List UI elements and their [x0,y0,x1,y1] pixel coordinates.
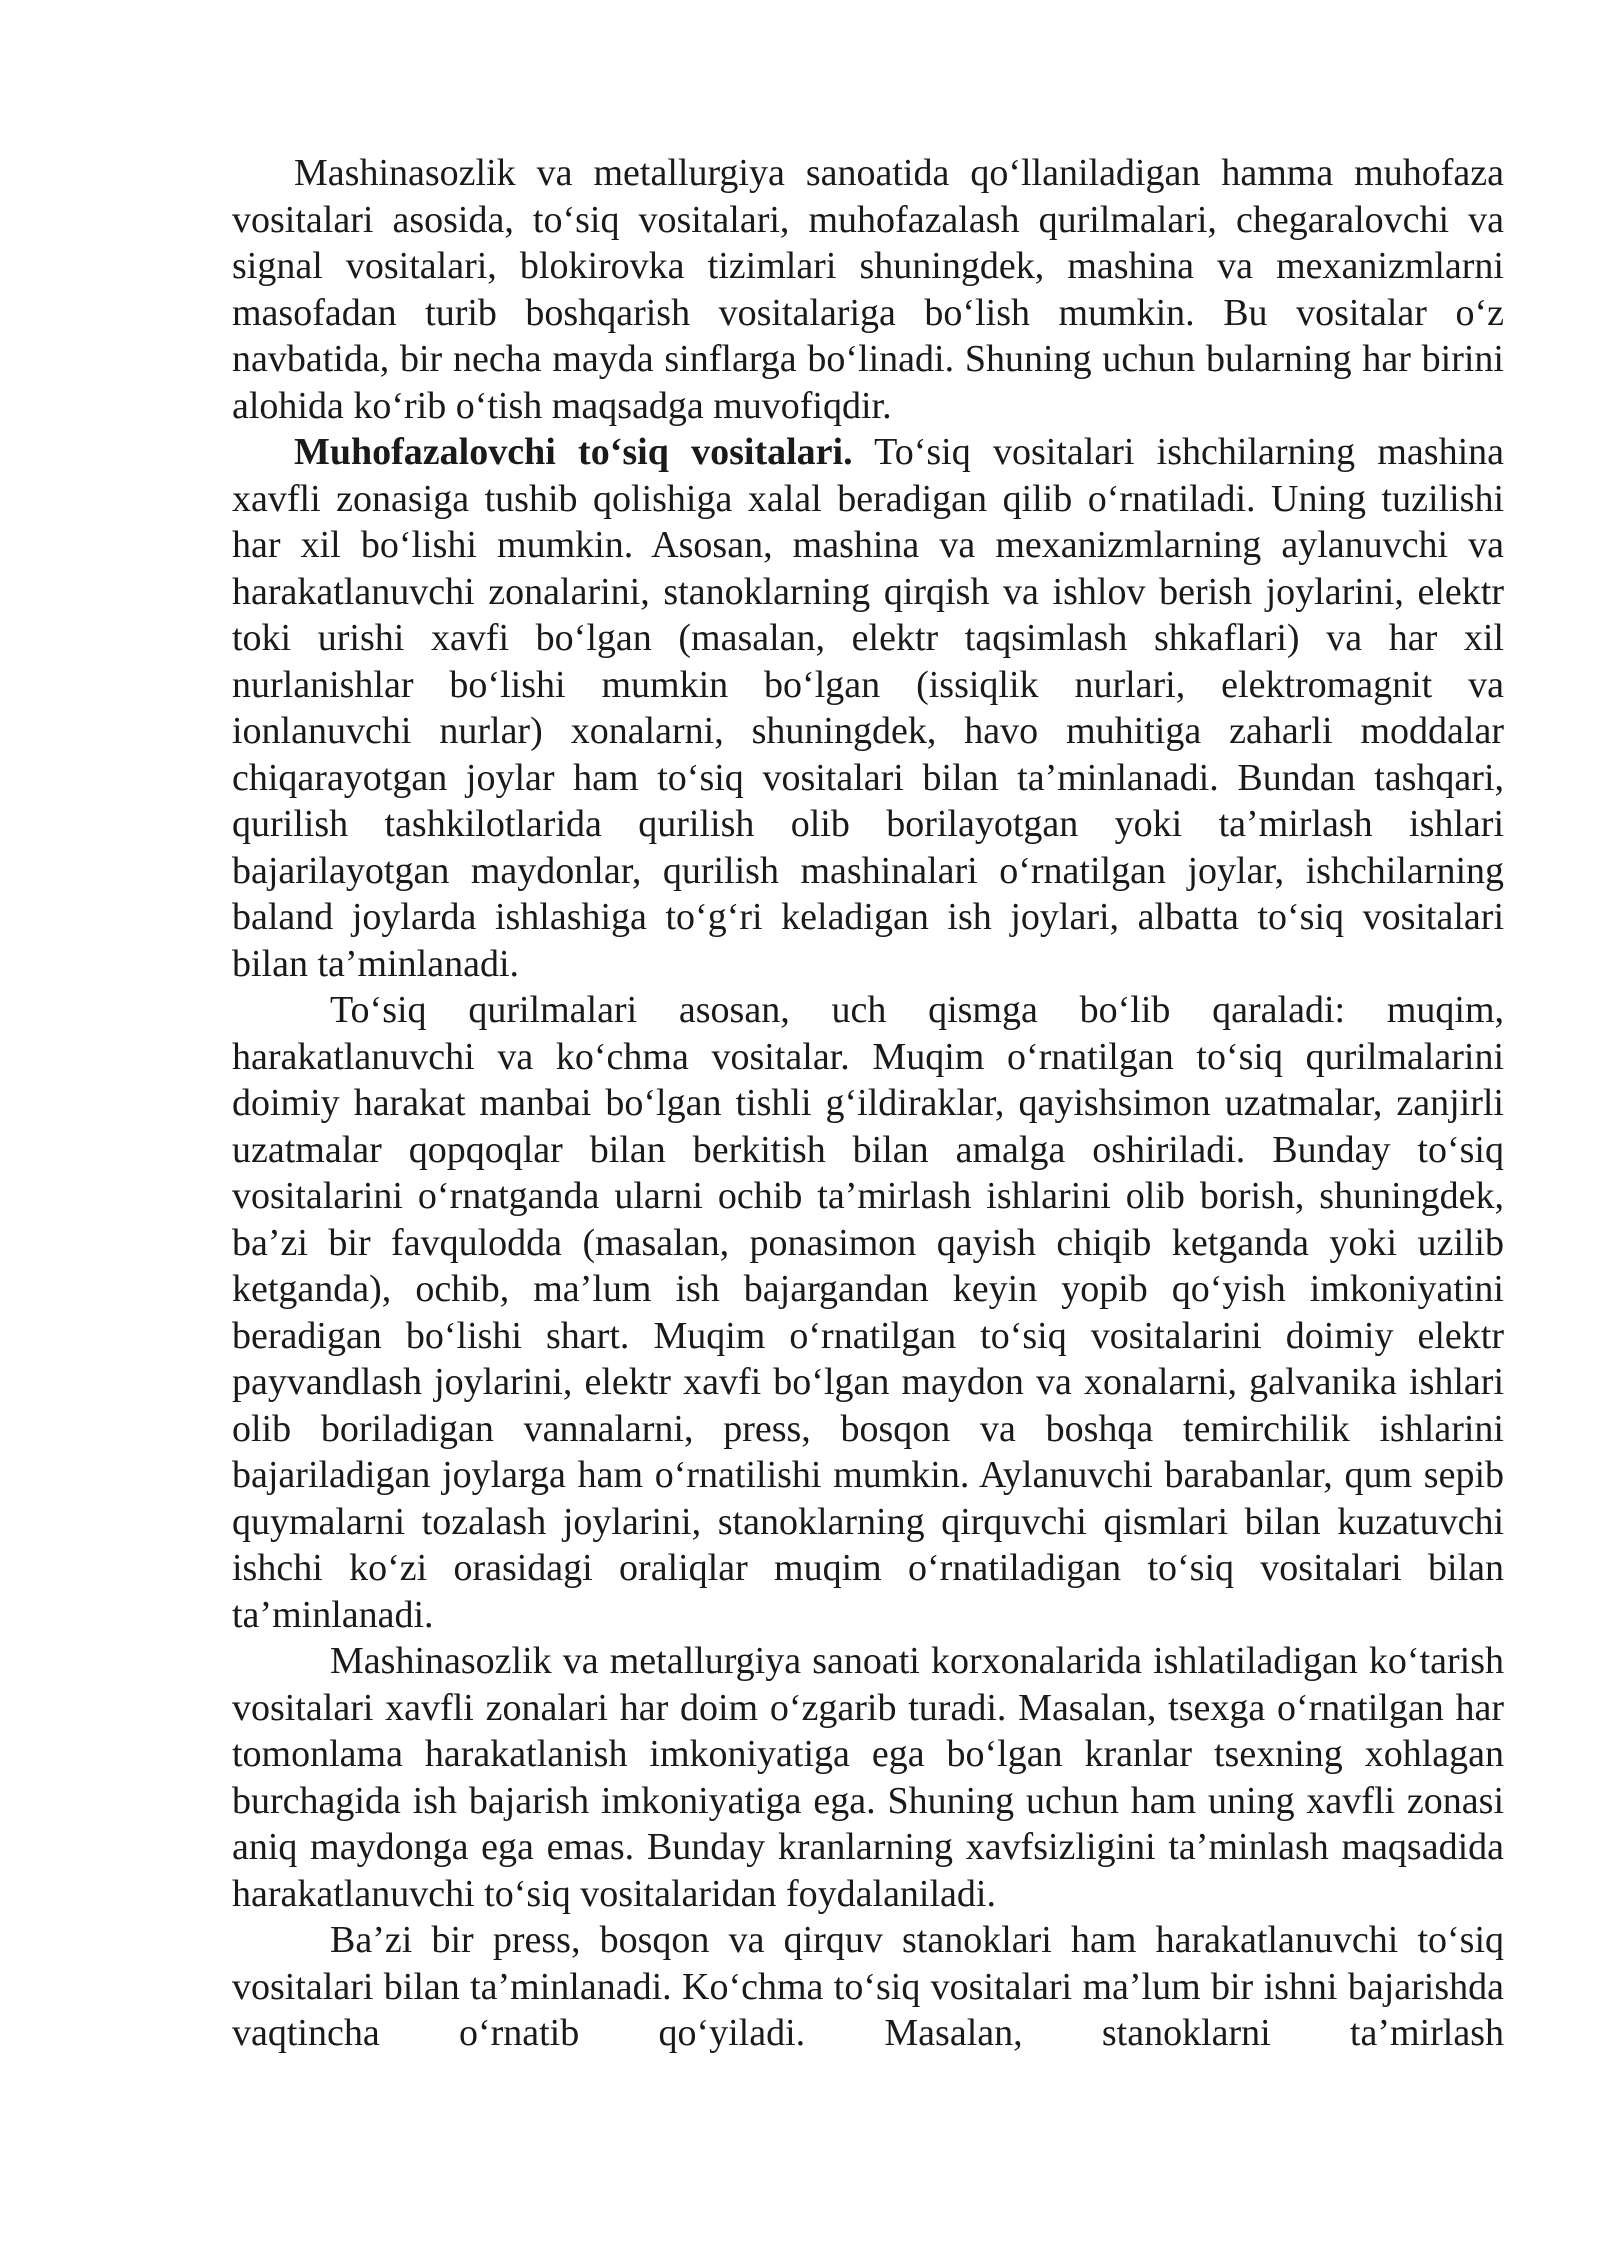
paragraph-1 [232,150,1504,429]
paragraph-5-text: Ba’zi bir press, bosqon va qirquv stanoklari ham harakatlanuvchi to‘siq vositalari bilan ta’minlanadi. Ko‘chma to‘siq vositalari ma’lum bir ishni bajarishda vaqtincha o‘rnatib qo‘yiladi. Masalan, stanoklarni ta’mirlash [232,1919,1504,2054]
paragraph-3-text: To‘siq qurilmalari asosan, uch qismga bo‘lib qaraladi: muqim, harakatlanuvchi va ko‘chma vositalar. Muqim o‘rnatilgan to‘siq qurilmalarini doimiy harakat manbai bo‘lgan tishli g‘ildiraklar, qayishsimon uzatmalar, zanjirli uzatmalar qopqoqlar bilan berkitish bilan amalga oshiriladi. Bunday to‘siq vositalarini o‘rnatganda ularni ochib ta’mirlash ishlarini olib borish, shuningdek, ba’zi bir favqulodda (masalan, ponasimon qayish chiqib ketganda yoki uzilib ketganda), ochib, ma’lum ish bajargandan keyin yopib qo‘yish imkoniyatini beradigan bo‘lishi shart. Muqim o‘rnatilgan to‘siq vositalarini doimiy elektr payvandlash joylarini, elektr xavfi bo‘lgan maydon va xonalarni, galvanika ishlari olib boriladigan vannalarni, press, bosqon va boshqa temirchilik ishlarini bajariladigan joylarga ham o‘rnatilishi mumkin. Aylanuvchi barabanlar, qum sepib quymalarni tozalash joylarini, stanoklarning qirquvchi qismlari bilan kuzatuvchi ishchi ko‘zi orasidagi oraliqlar muqim o‘rnatiladigan to‘siq vositalari bilan ta’minlanadi. [232,989,1504,1636]
paragraph-4-text: Mashinasozlik va metallurgiya sanoati korxonalarida ishlatiladigan ko‘tarish vositalari xavfli zonalari har doim o‘zgarib turadi. Masalan, tsexga o‘rnatilgan har tomonlama harakatlanish imkoniyatiga ega bo‘lgan kranlar tsexning xohlagan burchagida ish bajarish imkoniyatiga ega. Shuning uchun ham uning xavfli zonasi aniq maydonga ega emas. Bunday kranlarning xavfsizligini ta’minlash maqsadida harakatlanuvchi to‘siq vositalaridan foydalaniladi. [232,1640,1504,1915]
section-heading: Muhofazalovchi to‘siq vositalari. [294,431,853,473]
document-page [232,150,1504,2057]
paragraph-2 [232,429,1504,987]
paragraph-2-text: To‘siq vositalari ishchilarning mashina xavfli zonasiga tushib qolishiga xalal beradigan qilib o‘rnatiladi. Uning tuzilishi har xil bo‘lishi mumkin. Asosan, mashina va mexanizmlarning aylanuvchi va harakatlanuvchi zonalarini, stanoklarning qirqish va ishlov berish joylarini, elektr toki urishi xavfi bo‘lgan (masalan, elektr taqsimlash shkaflari) va har xil nurlanishlar bo‘lishi mumkin bo‘lgan (issiqlik nurlari, elektromagnit va ionlanuvchi nurlar) xonalarni, shuningdek, havo muhitiga zaharli moddalar chiqarayotgan joylar ham to‘siq vositalari bilan ta’minlanadi. Bundan tashqari, qurilish tashkilotlarida qurilish olib borilayotgan yoki ta’mirlash ishlari bajarilayotgan maydonlar, qurilish mashinalari o‘rnatilgan joylar, ishchilarning baland joylarda ishlashiga to‘g‘ri keladigan ish joylari, albatta to‘siq vositalari bilan ta’minlanadi. [232,431,1504,985]
paragraph-5 [232,1917,1504,2057]
paragraph-1-text: Mashinasozlik va metallurgiya sanoatida qo‘llaniladigan hamma muhofaza vositalari asosida, to‘siq vositalari, muhofazalash qurilmalari, chegaralovchi va signal vositalari, blokirovka tizimlari shuningdek, mashina va mexanizmlarni masofadan turib boshqarish vositalariga bo‘lish mumkin. Bu vositalar o‘z navbatida, bir necha mayda sinflarga bo‘linadi. Shuning uchun bularning har birini alohida ko‘rib o‘tish maqsadga muvofiqdir. [232,152,1504,427]
paragraph-3 [232,987,1504,1638]
paragraph-4 [232,1638,1504,1917]
